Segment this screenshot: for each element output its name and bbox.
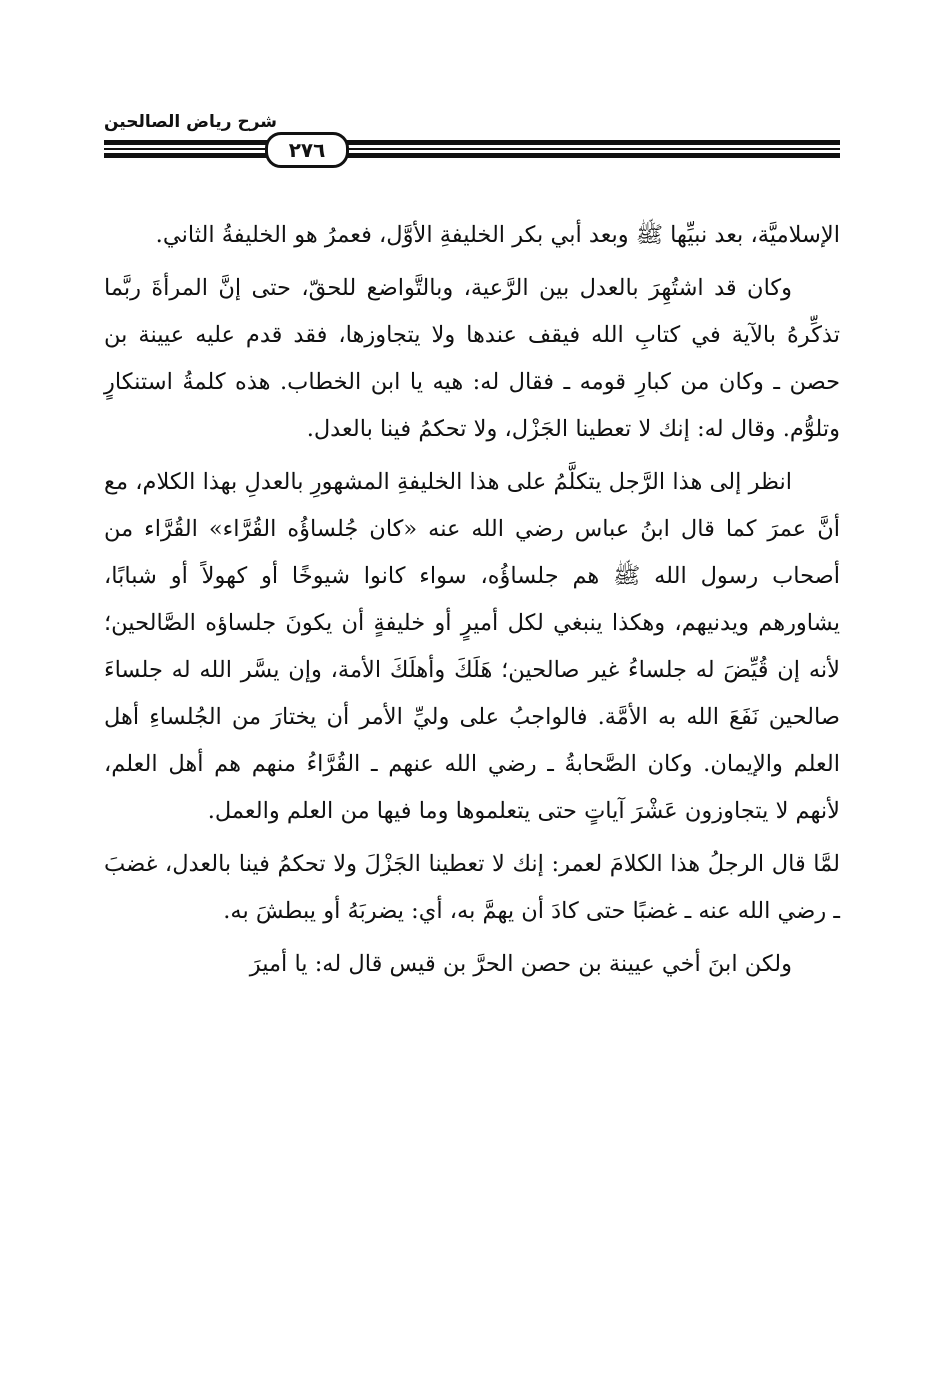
body-text <box>104 212 840 994</box>
page-number: ٢٧٦ <box>265 132 349 168</box>
paragraph-5: ولكن ابنَ أخي عيينة بن حصن الحرَّ بن قيس قال له: يا أميرَ <box>249 951 792 977</box>
running-header-title: شرح رياض الصالحين <box>104 112 278 132</box>
paragraph-3: انظر إلى هذا الرَّجل يتكلَّمُ على هذا الخليفةِ المشهورِ بالعدلِ بهذا الكلام، مع أنَّ عمرَ كما قال ابنُ عباس رضي الله عنه «كان جُلساؤُه القُرَّاء» القُرَّاء من أصحاب رسول الله ﷺ هم جلساؤُه، سواء كانوا شيوخًا أو كهولاً أو شبابًا، يشاورهم ويدنيهم، وهكذا ينبغي لكل أميرٍ أو خليفةٍ أن يكونَ جلساؤه الصَّالحين؛ لأنه إن قُيِّضَ له جلساءُ غير صالحين؛ هَلَكَ وأهلَكَ الأمة، وإن يسَّر الله له جلساءَ صالحين نَفَعَ الله به الأمَّة. فالواجبُ على وليِّ الأمر أن يختارَ من الجُلساءِ أهل العلم والإيمان. وكان الصَّحابةُ ـ رضي الله عنهم ـ القُرَّاءُ منهم هم أهل العلم، لأنهم لا يتجاوزون عَشْرَ آياتٍ حتى يتعلموها وما فيها من العلم والعمل. <box>104 469 840 824</box>
header-rule-top <box>104 140 840 145</box>
paragraph-2: وكان قد اشتُهِرَ بالعدل بين الرَّعية، وبالتَّواضع للحقّ، حتى إنَّ المرأةَ ربَّما تذكِّرهُ بالآية في كتابِ الله فيقف عندها ولا يتجاوزها، فقد قدم عليه عيينة بن حصن ـ وكان من كبارِ قومه ـ فقال له: هيه يا ابن الخطاب. هذه كلمةُ استنكارٍ وتلوُّم. وقال له: إنك لا تعطينا الجَزْل، ولا تحكمُ فينا بالعدل. <box>104 275 840 442</box>
paragraph-4: لمَّا قال الرجلُ هذا الكلامَ لعمر: إنك لا تعطينا الجَزْلَ ولا تحكمُ فينا بالعدل، غضبَ ـ رضي الله عنه ـ غضبًا حتى كادَ أن يهمَّ به، أي: يضربَهُ أو يبطشَ به. <box>104 851 840 924</box>
paragraph-1: الإسلاميَّة، بعد نبيِّها ﷺ وبعد أبي بكر الخليفةِ الأوَّل، فعمرُ هو الخليفةُ الثاني. <box>155 222 840 248</box>
header-rule-middle <box>104 148 840 150</box>
header-rule-bottom <box>104 153 840 158</box>
